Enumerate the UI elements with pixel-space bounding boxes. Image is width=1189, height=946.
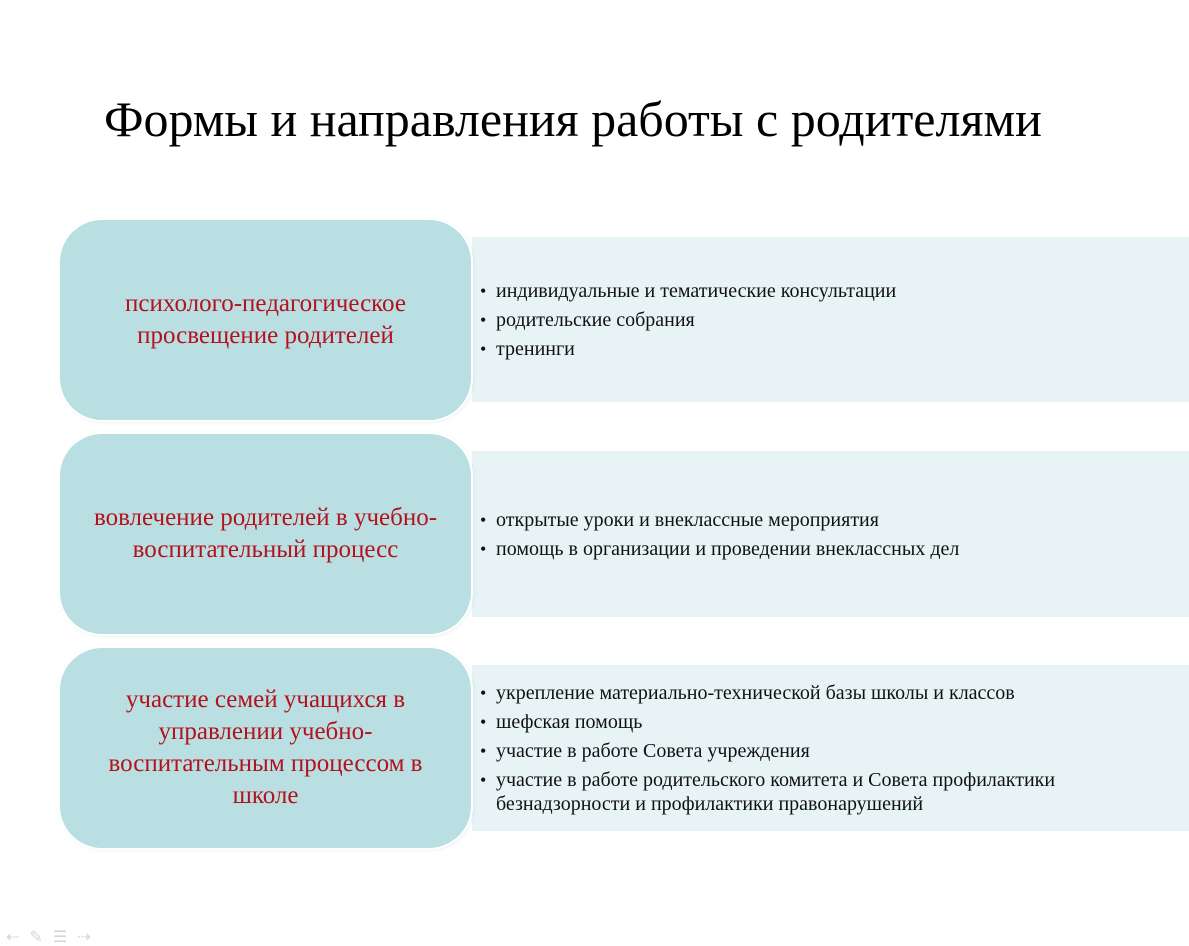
menu-icon[interactable]: ☰ xyxy=(52,927,68,946)
bullet-icon: • xyxy=(480,280,487,301)
list-item: • индивидуальные и тематические консультации xyxy=(480,279,897,302)
category-tile-3 xyxy=(60,648,471,848)
bullet-icon: • xyxy=(480,509,487,530)
detail-panel-2 xyxy=(472,451,1189,617)
category-tile-1 xyxy=(60,220,471,420)
arrow-left-icon[interactable]: ⇠ xyxy=(6,927,20,946)
bullet-icon: • xyxy=(480,309,487,330)
pen-icon[interactable]: ✎ xyxy=(29,927,43,946)
list-item: • родительские собрания xyxy=(480,308,695,331)
category-tile-2 xyxy=(60,434,471,634)
bullet-list-3 xyxy=(480,681,1179,816)
bullet-icon: • xyxy=(480,338,487,359)
list-item: • шефская помощь xyxy=(480,710,643,733)
category-heading: участие семей учащихся в управлении учебно-воспитательным процессом в школе xyxy=(108,686,423,809)
bullet-icon: • xyxy=(480,769,487,790)
slide-title: Формы и направления работы с родителями xyxy=(104,91,1042,147)
bullet-icon: • xyxy=(480,711,487,732)
list-item: • тренинги xyxy=(480,337,575,360)
list-item: • участие в работе Совета учреждения xyxy=(480,739,810,762)
detail-panel-3 xyxy=(472,665,1189,831)
bullet-icon: • xyxy=(480,682,487,703)
bullet-icon: • xyxy=(480,538,487,559)
bullet-list-1 xyxy=(480,279,1179,361)
list-item: • участие в работе родительского комитета и Совета профилактики безнадзорности и профилактики правонарушений xyxy=(480,768,1056,815)
slideshow-nav xyxy=(6,929,91,945)
list-item: • укрепление материально-технической базы школы и классов xyxy=(480,681,1015,704)
bullet-list-2 xyxy=(480,508,1179,561)
list-item: • открытые уроки и внеклассные мероприятия xyxy=(480,508,879,531)
detail-panel-1 xyxy=(472,237,1189,402)
category-heading: психолого-педагогическое просвещение родителей xyxy=(125,290,406,349)
arrow-right-icon[interactable]: ⇢ xyxy=(77,927,91,946)
list-item: • помощь в организации и проведении внеклассных дел xyxy=(480,537,960,560)
bullet-icon: • xyxy=(480,740,487,761)
category-heading: вовлечение родителей в учебно-воспитательный процесс xyxy=(93,504,438,563)
